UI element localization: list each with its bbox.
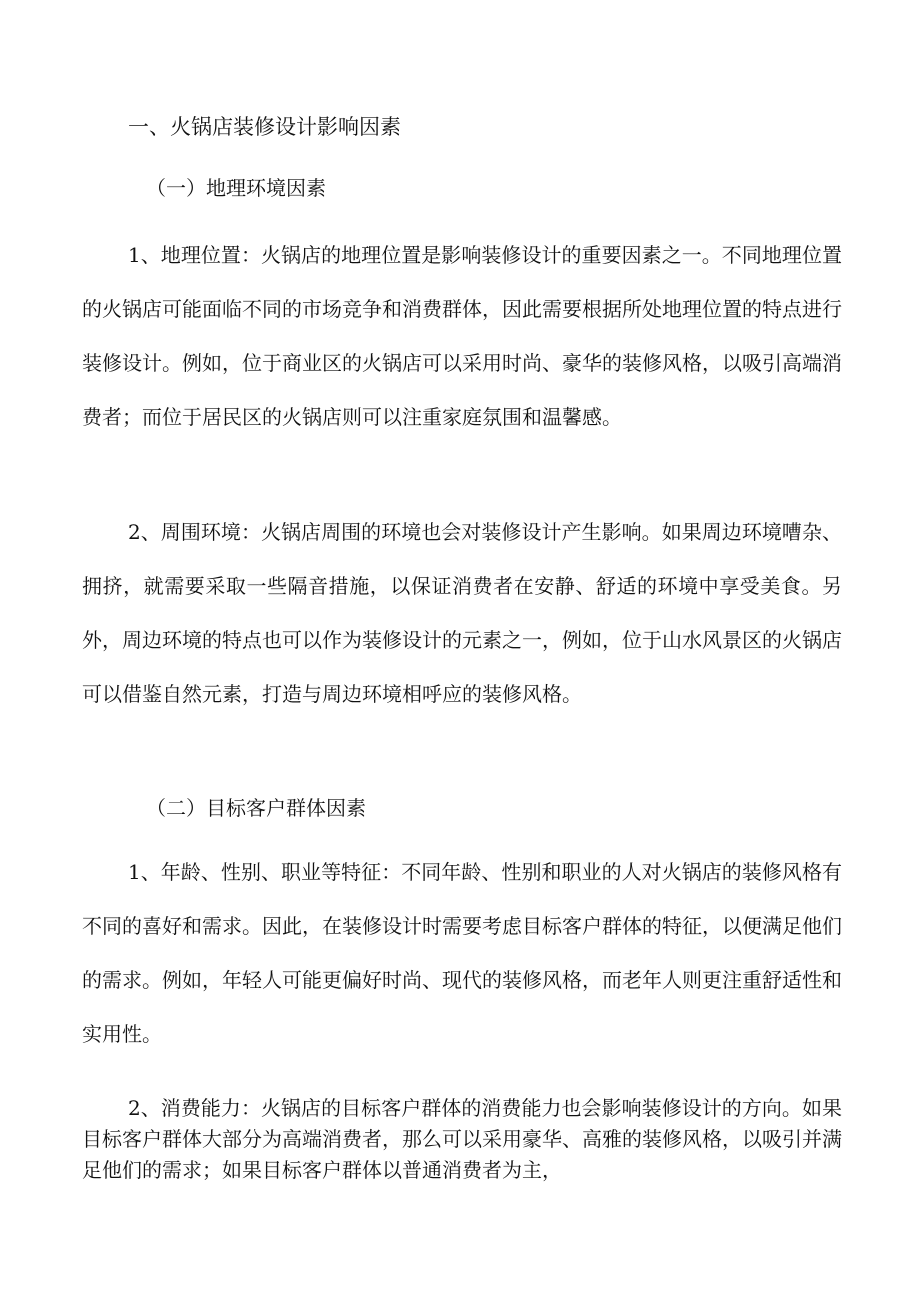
paragraph-demographics: 1、年龄、性别、职业等特征：不同年龄、性别和职业的人对火锅店的装修风格有不同的喜好和需求。因此，在装修设计时需要考虑目标客户群体的特征，以便满足他们的需求。例如，年轻人可能更偏好时尚、现代的装修风格，而老年人则更注重舒适性和实用性。 bbox=[82, 860, 842, 1046]
subsection-heading-geography: （一）地理环境因素 bbox=[146, 176, 326, 200]
paragraph-spending-power: 2、消费能力：火锅店的目标客户群体的消费能力也会影响装修设计的方向。如果目标客户群体大部分为高端消费者，那么可以采用豪华、高雅的装修风格，以吸引并满足他们的需求；如果目标客户群体以普通消费者为主， bbox=[82, 1096, 842, 1182]
section-heading: 一、火锅店装修设计影响因素 bbox=[128, 115, 401, 139]
subsection-heading-target-customers: （二）目标客户群体因素 bbox=[146, 796, 366, 820]
paragraph-surroundings: 2、周围环境：火锅店周围的环境也会对装修设计产生影响。如果周边环境嘈杂、拥挤，就需要采取一些隔音措施，以保证消费者在安静、舒适的环境中享受美食。另外，周边环境的特点也可以作为装修设计的元素之一，例如，位于山水风景区的火锅店可以借鉴自然元素，打造与周边环境相呼应的装修风格。 bbox=[82, 520, 842, 706]
paragraph-location: 1、地理位置：火锅店的地理位置是影响装修设计的重要因素之一。不同地理位置的火锅店可能面临不同的市场竞争和消费群体，因此需要根据所处地理位置的特点进行装修设计。例如，位于商业区的火锅店可以采用时尚、豪华的装修风格，以吸引高端消费者；而位于居民区的火锅店则可以注重家庭氛围和温馨感。 bbox=[82, 243, 842, 429]
